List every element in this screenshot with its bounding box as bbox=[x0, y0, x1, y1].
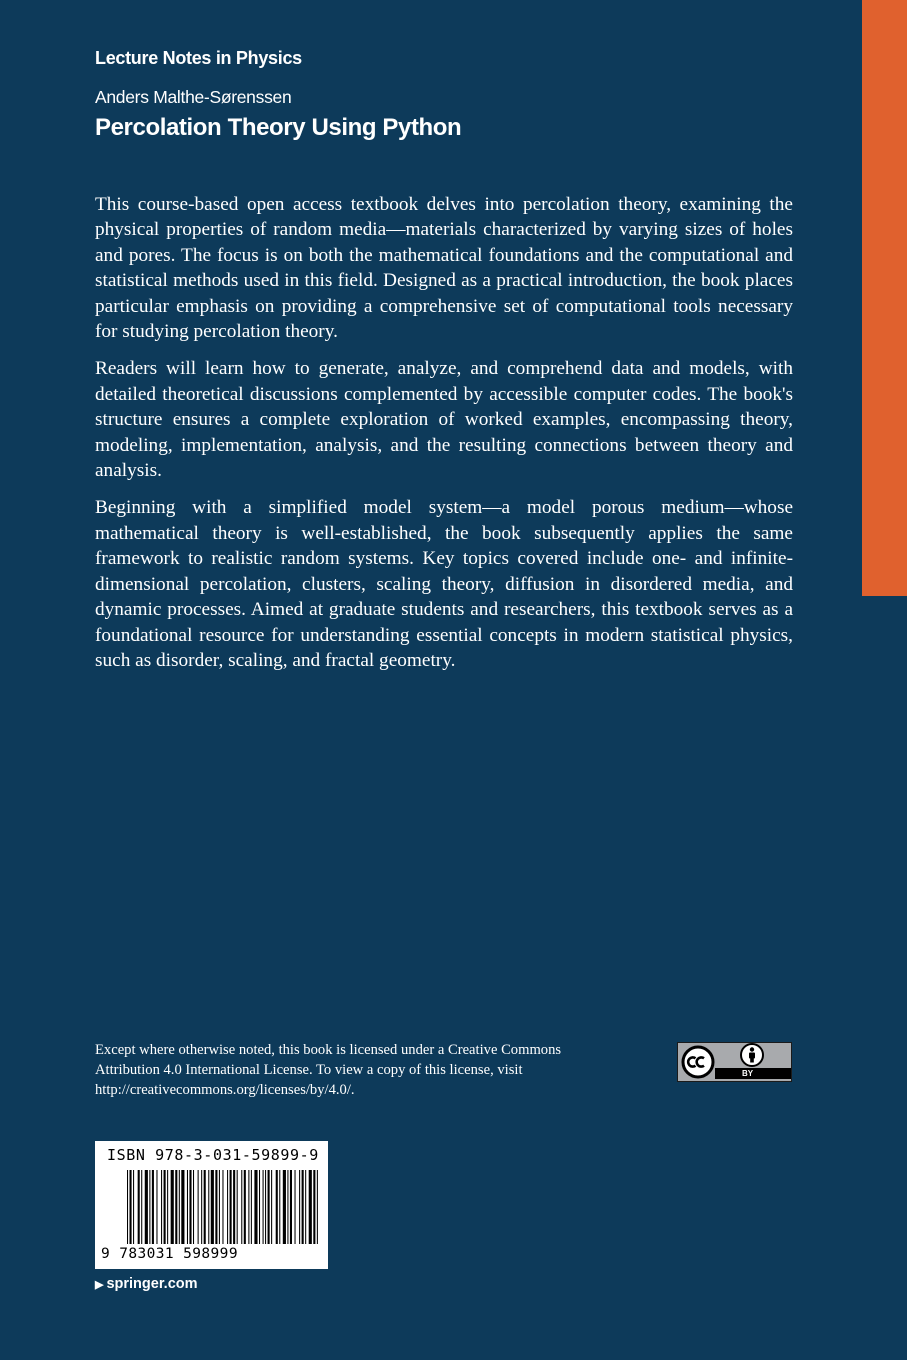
barcode-bar bbox=[179, 1170, 180, 1244]
barcode-bar bbox=[149, 1170, 150, 1244]
barcode-bar bbox=[305, 1170, 306, 1244]
barcode-bar bbox=[271, 1170, 272, 1244]
cc-by-badge bbox=[677, 1042, 792, 1082]
barcode-bar bbox=[189, 1170, 191, 1244]
barcode-bar bbox=[295, 1170, 296, 1244]
barcode-bar bbox=[265, 1170, 266, 1244]
barcode-bar bbox=[181, 1170, 184, 1244]
website-label: springer.com bbox=[106, 1276, 198, 1292]
barcode-bar bbox=[237, 1170, 238, 1244]
barcode-bar bbox=[317, 1170, 318, 1244]
description-paragraph: Beginning with a simplified model system—a model porous medium—whose mathematical theory is well-established, the book subsequently applies the same framework to realistic random systems. Key topics covered include one- and infinite-dimensional percolation, clusters, scaling theory, diffusion in disordered media, and dynamic processes. Aimed at graduate students and researchers, this textbook serves as a foundational resource for understanding essential concepts in modern statistical physics, such as disorder, scaling, and fractal geometry. bbox=[95, 497, 793, 671]
barcode-bar bbox=[161, 1170, 162, 1244]
license-notice: Except where otherwise noted, this book is licensed under a Creative Commons Attribution 4.0 International License. To view a copy of this license, visit http://creativecommons.org/licenses/by/4.0/. bbox=[95, 1042, 562, 1098]
series-title: Lecture Notes in Physics bbox=[95, 48, 302, 68]
author-name: Anders Malthe-Sørenssen bbox=[95, 87, 292, 107]
barcode-bar bbox=[201, 1170, 202, 1244]
barcode-bar bbox=[156, 1170, 157, 1244]
barcode-bar bbox=[287, 1170, 288, 1244]
book-description bbox=[95, 192, 793, 685]
barcode-bar bbox=[193, 1170, 194, 1244]
barcode-bar bbox=[302, 1170, 304, 1244]
barcode-bar bbox=[133, 1170, 134, 1244]
barcode-bar bbox=[198, 1170, 199, 1244]
barcode-bar bbox=[167, 1170, 168, 1244]
book-title: Percolation Theory Using Python bbox=[95, 114, 462, 141]
barcode-bar bbox=[309, 1170, 312, 1244]
barcode-bar bbox=[227, 1170, 228, 1244]
barcode-bar bbox=[208, 1170, 209, 1244]
description-paragraph: Readers will learn how to generate, analyze, and comprehend data and models, with detailed theoretical discussions complemented by accessible computer codes. The book's structure ensures a complete exploration of worked examples, encompassing theory, modeling, implementation, analysis, and the resulting connections between theory and analysis. bbox=[95, 358, 793, 482]
barcode-bar bbox=[248, 1170, 249, 1244]
barcode-bar bbox=[251, 1170, 252, 1244]
barcode-bar bbox=[263, 1170, 264, 1244]
barcode-bar bbox=[175, 1170, 177, 1244]
barcode-bar bbox=[290, 1170, 292, 1244]
barcode-bar bbox=[241, 1170, 242, 1244]
publisher-website[interactable] bbox=[95, 1276, 198, 1292]
barcode-bar bbox=[230, 1170, 232, 1244]
barcode-bar bbox=[138, 1170, 140, 1244]
barcode-bar bbox=[283, 1170, 286, 1244]
description-paragraph: This course-based open access textbook delves into percolation theory, examining the physical properties of random media—materials characterized by varying sizes of holes and pores. The focus is on both the mathematical foundations and the computational and statistical methods used in this field. Designed as a practical introduction, the book places particular emphasis on providing a comprehensive set of computational tools necessary for studying percolation theory. bbox=[95, 194, 793, 343]
barcode-bar bbox=[254, 1170, 257, 1244]
barcode-bar bbox=[279, 1170, 280, 1244]
barcode-bar bbox=[299, 1170, 300, 1244]
accent-band bbox=[862, 0, 907, 596]
barcode-bar bbox=[276, 1170, 278, 1244]
arrow-icon: ▶ bbox=[95, 1279, 104, 1291]
barcode-bar bbox=[268, 1170, 270, 1244]
barcode-bar bbox=[127, 1170, 128, 1244]
barcode-bar bbox=[215, 1170, 217, 1244]
barcode-bar bbox=[141, 1170, 142, 1244]
barcode-bar bbox=[219, 1170, 220, 1244]
by-label: BY bbox=[742, 1069, 754, 1078]
barcode-digits: 9 783031 598999 bbox=[101, 1246, 238, 1262]
barcode-bar bbox=[171, 1170, 174, 1244]
barcode-bar bbox=[313, 1170, 315, 1244]
barcode-bar bbox=[152, 1170, 154, 1244]
barcode-bar bbox=[244, 1170, 246, 1244]
barcode-bar bbox=[211, 1170, 214, 1244]
barcode bbox=[95, 1141, 328, 1269]
barcode-bar bbox=[222, 1170, 223, 1244]
barcode-bar bbox=[259, 1170, 260, 1244]
barcode-bar bbox=[164, 1170, 166, 1244]
barcode-bar bbox=[187, 1170, 188, 1244]
barcode-bar bbox=[130, 1170, 132, 1244]
cc-icon bbox=[680, 1044, 716, 1080]
isbn-label: ISBN 978-3-031-59899-9 bbox=[107, 1146, 319, 1164]
barcode-bar bbox=[145, 1170, 148, 1244]
barcode-bar bbox=[204, 1170, 206, 1244]
barcode-bar bbox=[233, 1170, 235, 1244]
person-icon bbox=[739, 1043, 765, 1069]
